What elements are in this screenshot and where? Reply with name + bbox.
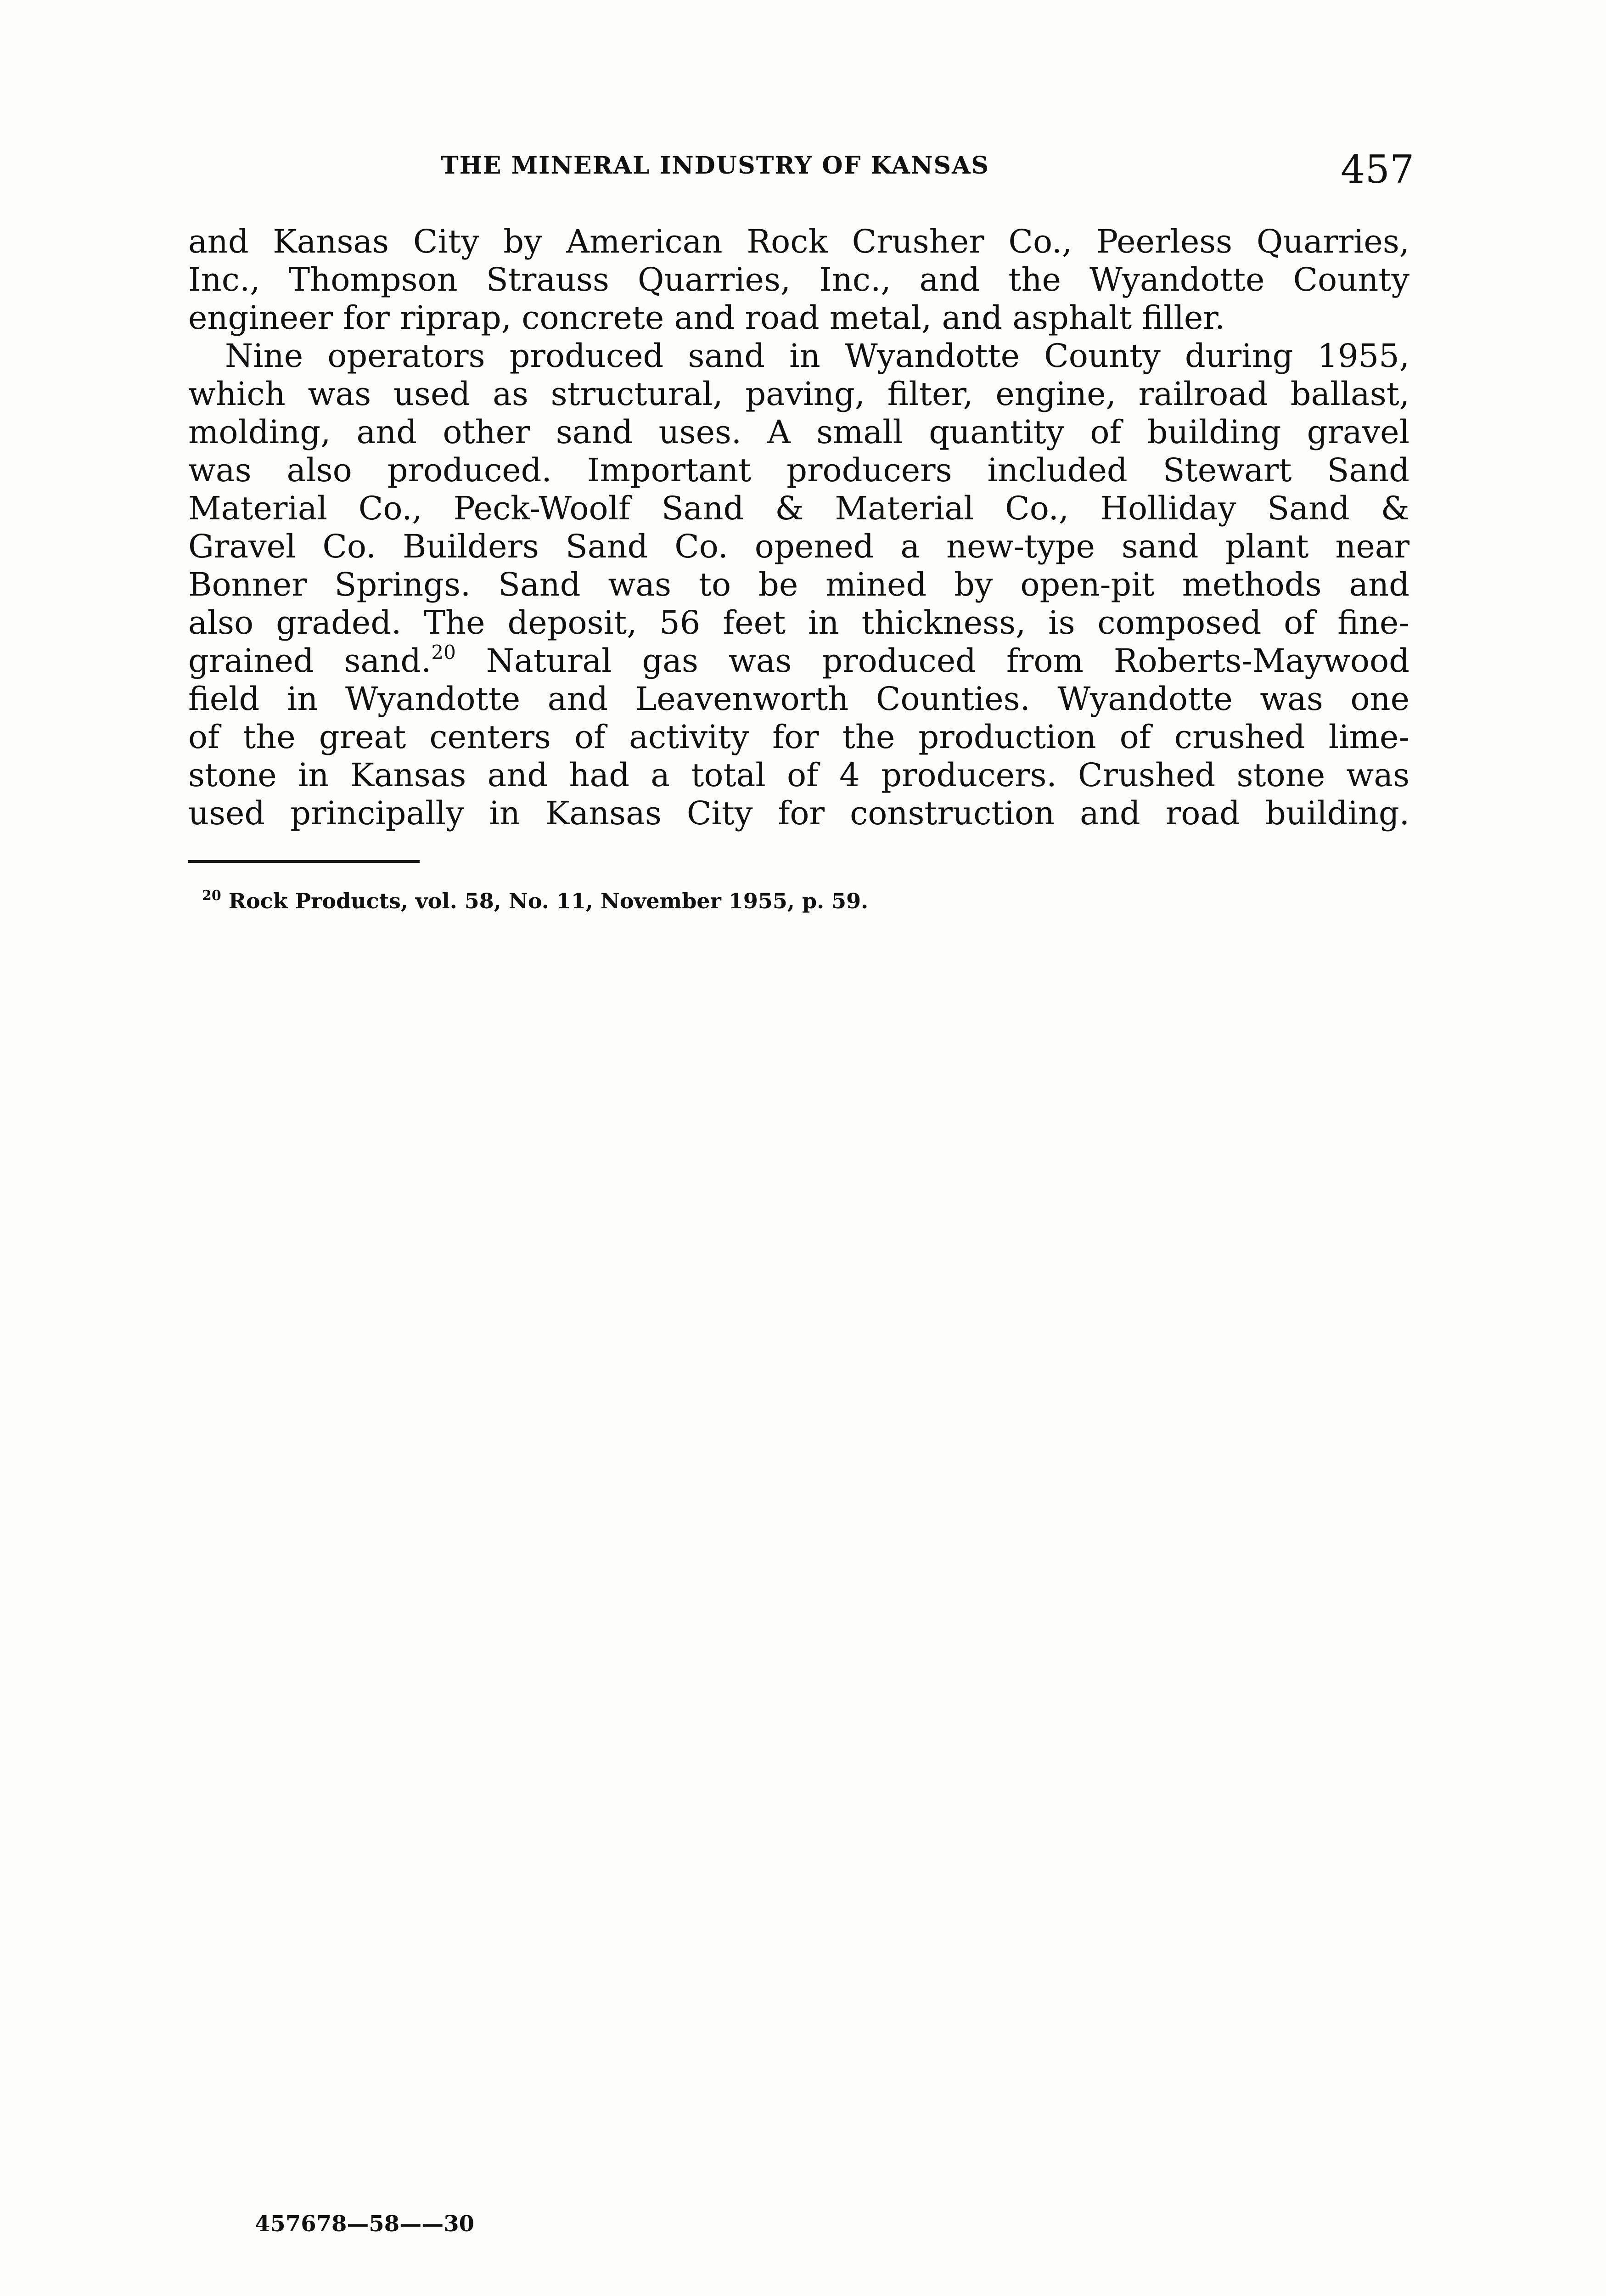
body-line: engineer for riprap, concrete and road metal, and asphalt filler. xyxy=(188,299,1225,337)
body-line: was also produced. Important producers included Stewart Sand xyxy=(188,451,1409,489)
body-paragraphs xyxy=(188,223,1409,833)
footnote-marker: 20 xyxy=(202,888,221,904)
body-line: which was used as structural, paving, filter, engine, railroad ballast, xyxy=(188,375,1409,413)
body-line: Bonner Springs. Sand was to be mined by open-pit methods and xyxy=(188,566,1409,603)
body-line: of the great centers of activity for the production of crushed lime- xyxy=(188,718,1409,756)
body-line: Material Co., Peck-Woolf Sand & Material Co., Holliday Sand & xyxy=(188,490,1409,527)
body-line-with-footnote-ref xyxy=(188,642,1409,680)
footnote-text: Rock Products, vol. 58, No. 11, November 1955, p. 59. xyxy=(228,889,869,913)
page-number: 457 xyxy=(1341,147,1415,192)
footnote-reference: 20 xyxy=(431,641,456,664)
footnote xyxy=(202,889,868,913)
body-line: Nine operators produced sand in Wyandotte County during 1955, xyxy=(225,337,1409,375)
body-line: field in Wyandotte and Leavenworth Counties. Wyandotte was one xyxy=(188,680,1409,718)
running-header-title: THE MINERAL INDUSTRY OF KANSAS xyxy=(441,152,989,180)
body-line: and Kansas City by American Rock Crusher Co., Peerless Quarries, xyxy=(188,223,1409,260)
body-line-start: grained sand. xyxy=(188,642,432,680)
body-line-end: Natural gas was produced from Roberts-Maywood xyxy=(455,642,1409,680)
body-line: Inc., Thompson Strauss Quarries, Inc., and the Wyandotte County xyxy=(188,261,1409,298)
body-line: also graded. The deposit, 56 feet in thickness, is composed of fine- xyxy=(188,604,1409,642)
body-line: used principally in Kansas City for construction and road building. xyxy=(188,794,1409,832)
footnote-divider xyxy=(188,860,420,863)
print-code: 457678—58——30 xyxy=(255,2211,474,2237)
body-line: molding, and other sand uses. A small quantity of building gravel xyxy=(188,413,1409,451)
body-line: stone in Kansas and had a total of 4 producers. Crushed stone was xyxy=(188,756,1409,794)
body-line: Gravel Co. Builders Sand Co. opened a new-type sand plant near xyxy=(188,528,1409,565)
